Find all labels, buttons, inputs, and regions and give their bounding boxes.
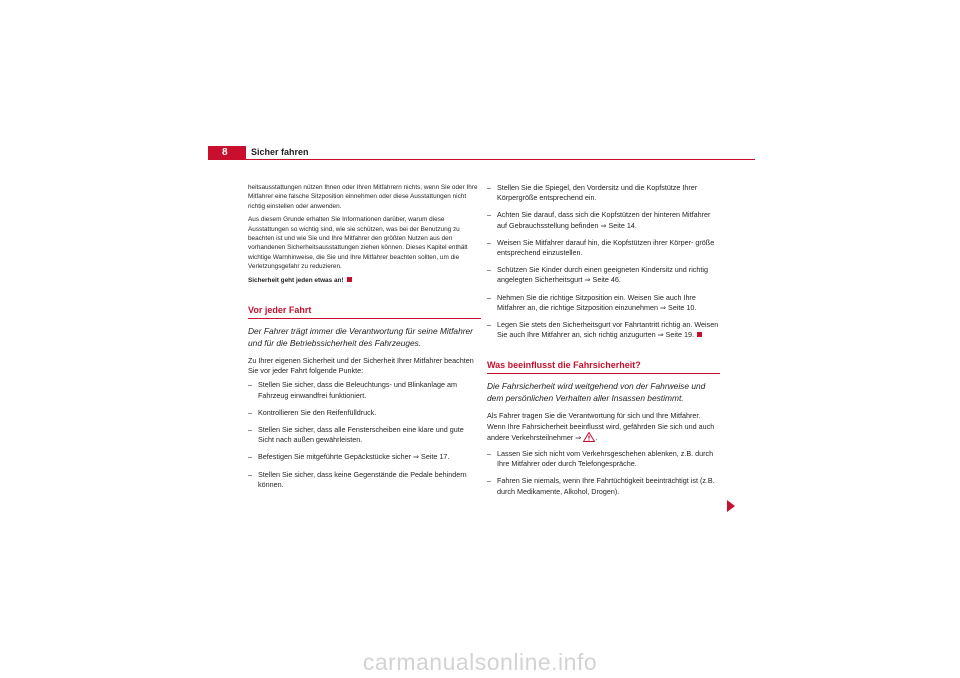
section-lead-fahrsicherheit: Die Fahrsicherheit wird weitgehend von der Fahrweise und dem persönlichen Verhalten aller Insassen bestimmt. bbox=[487, 381, 706, 404]
safety-slogan: Sicherheit geht jeden etwas an! bbox=[248, 276, 344, 284]
intro-paragraph-1: heitsausstattungen nützen Ihnen oder Ihren Mitfahrern nichts, wenn Sie oder Ihre Mitfahrer eine falsche Sitzposition einnehmen oder diese Ausstattungen nicht richtig einstellen oder anwenden. bbox=[248, 184, 478, 210]
next-page-arrow-icon[interactable] bbox=[727, 500, 735, 512]
section-body-text: Als Fahrer tragen Sie die Verantwortung für sich und Ihre Mitfahrer. Wenn Ihre Fahrsicherheit beeinflusst wird, gefährden Sie sich und auch andere Verkehrsteilnehmer ⇒ bbox=[487, 411, 715, 442]
section-body-vor-jeder-fahrt: Zu Ihrer eigenen Sicherheit und der Sicherheit Ihrer Mitfahrer beachten Sie vor jeder Fahrt folgende Punkte: bbox=[248, 356, 474, 376]
list-item: – Nehmen Sie die richtige Sitzposition ein. Weisen Sie auch Ihre Mitfahrer an, die richtige Sitzposition einzunehmen ⇒ Seite 10. bbox=[487, 293, 720, 313]
list-item: – Stellen Sie sicher, dass keine Gegenstände die Pedale behindern können. bbox=[248, 470, 481, 490]
end-mark-icon bbox=[697, 332, 702, 337]
intro-paragraph-2: Aus diesem Grunde erhalten Sie Informationen darüber, warum diese Ausstattungen so wichtig sind, wie sie schützen, was bei der Benutzung zu beachten ist und wie Sie und Ihre Mitfahrer den größten Nutzen aus den vorhandenen Sicherheitsausstattungen ziehen können. Dieses Kapitel enthält wichtige Warnhinweise, die Sie und Ihre Mitfahrer beachten sollten, um die Verletzungsgefahr zu reduzieren. bbox=[248, 216, 468, 271]
list-item: – Stellen Sie sicher, dass alle Fensterscheiben eine klare und gute Sicht nach außen gewährleisten. bbox=[248, 425, 481, 445]
list-item: – Befestigen Sie mitgeführte Gepäckstücke sicher ⇒ Seite 17. bbox=[248, 452, 481, 462]
list-item-text: Legen Sie stets den Sicherheitsgurt vor Fahrtantritt richtig an. Weisen Sie auch Ihre Mitfahrer an, sich richtig anzugurten ⇒ Seite 19. bbox=[497, 320, 719, 340]
list-item: – Fahren Sie niemals, wenn Ihre Fahrtüchtigkeit beeinträchtigt ist (z.B. durch Medikamente, Alkohol, Drogen). bbox=[487, 476, 720, 496]
checklist-fahrsicherheit bbox=[487, 449, 720, 497]
header-rule bbox=[208, 159, 755, 160]
warning-triangle-icon[interactable] bbox=[583, 432, 595, 445]
list-item: – Stellen Sie die Spiegel, den Vordersitz und die Kopfstütze Ihrer Körpergröße entsprechend ein. bbox=[487, 183, 720, 203]
list-item: – Schützen Sie Kinder durch einen geeigneten Kindersitz und richtig angelegten Sicherheitsgurt ⇒ Seite 46. bbox=[487, 265, 720, 285]
right-column bbox=[487, 183, 720, 504]
page-number: 8 bbox=[208, 146, 246, 159]
list-item: – Lassen Sie sich nicht vom Verkehrsgeschehen ablenken, z.B. durch Ihre Mitfahrer oder durch Telefongespräche. bbox=[487, 449, 720, 469]
section-title-fahrsicherheit: Was beeinflusst die Fahrsicherheit? bbox=[487, 359, 720, 374]
list-item: – Stellen Sie sicher, dass die Beleuchtungs- und Blinkanlage am Fahrzeug einwandfrei funktioniert. bbox=[248, 380, 481, 400]
section-title-vor-jeder-fahrt: Vor jeder Fahrt bbox=[248, 304, 481, 319]
list-item bbox=[487, 320, 720, 340]
intro-paragraph-3 bbox=[248, 276, 481, 285]
list-item: – Kontrollieren Sie den Reifenfülldruck. bbox=[248, 408, 481, 418]
list-item: – Achten Sie darauf, dass sich die Kopfstützen der hinteren Mitfahrer auf Gebrauchsstellung befinden ⇒ Seite 14. bbox=[487, 210, 720, 230]
watermark: carmanualsonline.info bbox=[362, 649, 598, 675]
checklist-right bbox=[487, 183, 720, 340]
chapter-title: Sicher fahren bbox=[251, 147, 309, 157]
end-mark-icon bbox=[347, 277, 352, 282]
checklist-left bbox=[248, 380, 481, 490]
section-body-fahrsicherheit: Als Fahrer tragen Sie die Verantwortung für sich und Ihre Mitfahrer. Wenn Ihre Fahrsicherheit beeinflusst wird, gefährden Sie sich und auch andere Verkehrsteilnehmer ⇒ . bbox=[487, 411, 720, 445]
section-lead-vor-jeder-fahrt: Der Fahrer trägt immer die Verantwortung für seine Mitfahrer und für die Betriebssicherheit des Fahrzeuges. bbox=[248, 326, 473, 349]
list-item: – Weisen Sie Mitfahrer darauf hin, die Kopfstützen ihrer Körper- größe entsprechend einzustellen. bbox=[487, 238, 720, 258]
left-column bbox=[248, 183, 481, 497]
